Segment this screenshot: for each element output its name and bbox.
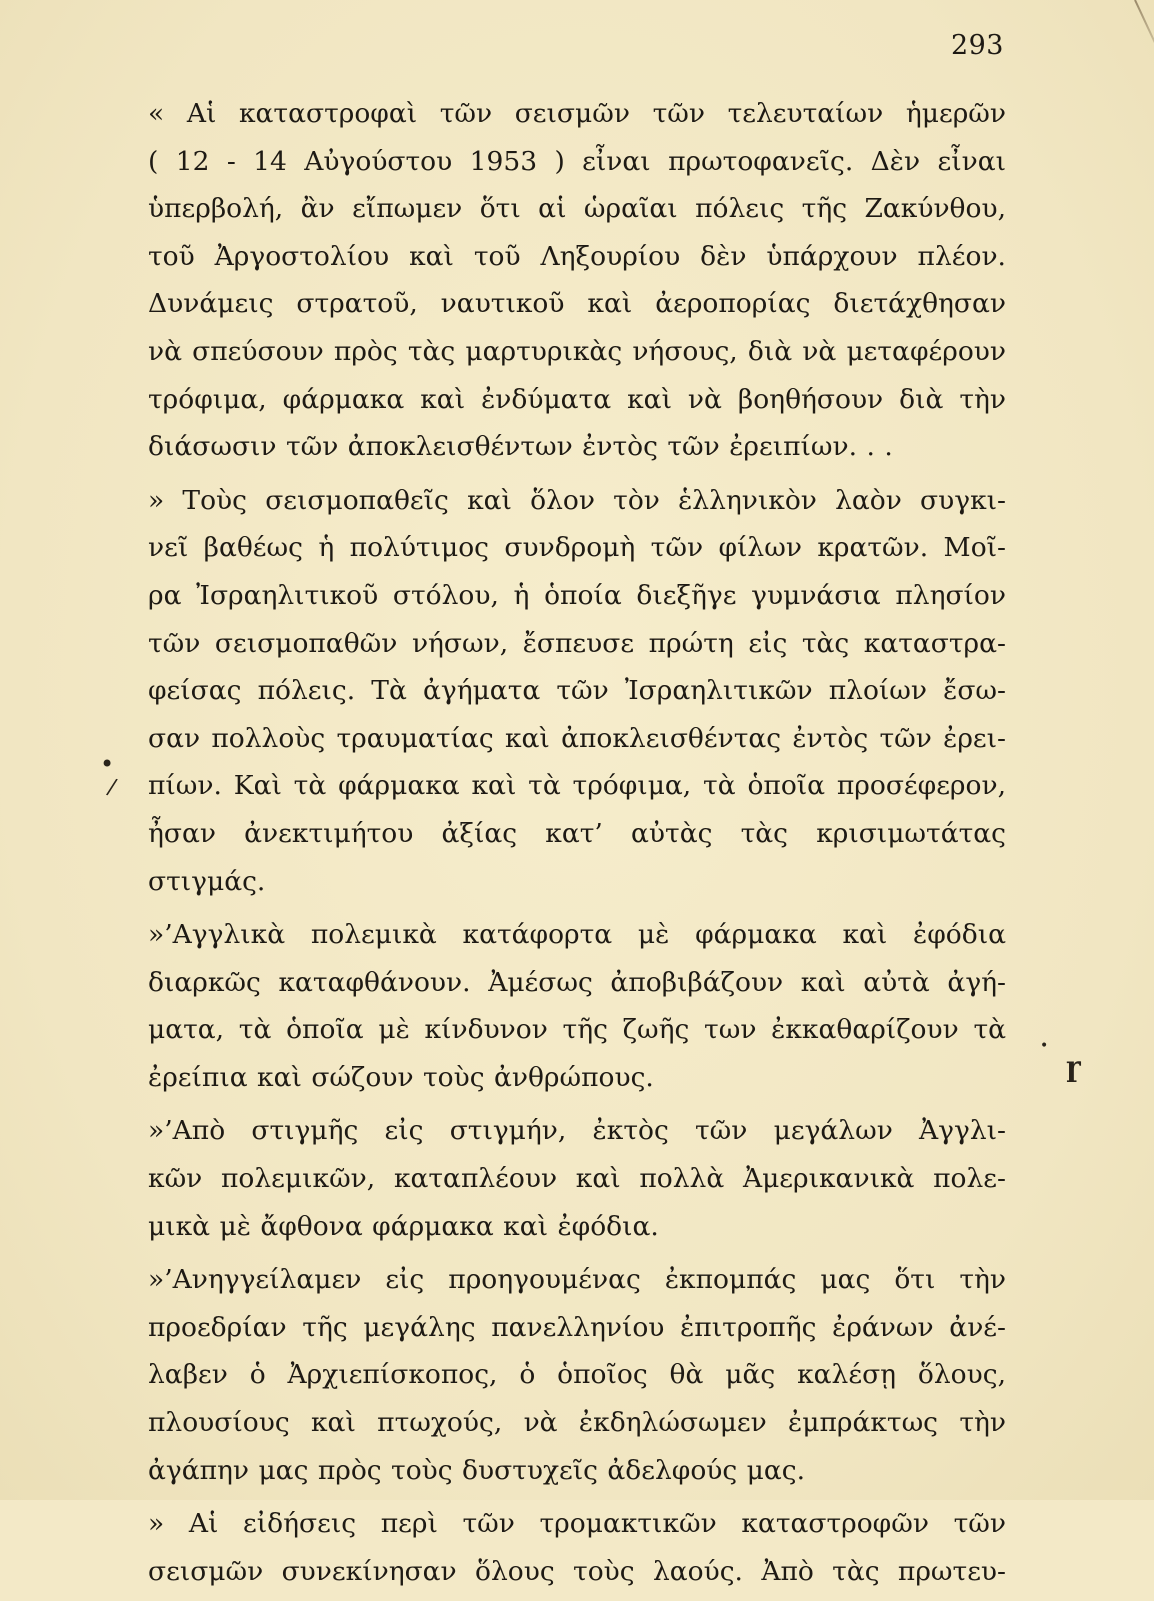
- text-line: ρα Ἰσραηλιτικοῦ στόλου, ἡ ὁποία διεξῆγε γυμνάσια πλησίον: [148, 579, 1006, 611]
- paragraph-4: [148, 1107, 1006, 1250]
- text-line: πίων. Καὶ τὰ φάρμακα καὶ τὰ τρόφιμα, τὰ ὁποῖα προσέφερον,: [148, 770, 1006, 802]
- text-line: Δυνάμεις στρατοῦ, ναυτικοῦ καὶ ἀεροπορίας διετάχθησαν: [148, 288, 1006, 320]
- text-line: προεδρίαν τῆς μεγάλης πανελληνίου ἐπιτροπῆς ἐράνων ἀνέ-: [148, 1311, 1006, 1343]
- paragraph-5: [148, 1256, 1006, 1494]
- text-line: νὰ σπεύσουν πρὸς τὰς μαρτυρικὰς νήσους, διὰ νὰ μεταφέρουν: [148, 335, 1006, 367]
- text-line: διαρκῶς καταφθάνουν. Ἀμέσως ἀποβιβάζουν καὶ αὐτὰ ἀγή-: [148, 966, 1006, 998]
- text-line: ἀγάπην μας πρὸς τοὺς δυστυχεῖς ἀδελφούς μας.: [148, 1454, 806, 1486]
- text-line: τρόφιμα, φάρμακα καὶ ἐνδύματα καὶ νὰ βοηθήσουν διὰ τὴν: [148, 383, 1006, 415]
- body-text: [148, 90, 1006, 1601]
- text-line: »’Αγγλικὰ πολεμικὰ κατάφορτα μὲ φάρμακα καὶ ἐφόδια: [148, 919, 1006, 951]
- text-line: ματα, τὰ ὁποῖα μὲ κίνδυνον τῆς ζωῆς των ἐκκαθαρίζουν τὰ: [148, 1014, 1006, 1046]
- margin-dot-mark: •: [100, 750, 115, 778]
- text-line: τοῦ Ἀργοστολίου καὶ τοῦ Ληξουρίου δὲν ὑπάρχουν πλέον.: [148, 240, 1006, 272]
- margin-small-dot-mark: •: [1040, 1038, 1049, 1054]
- text-line: ( 12 - 14 Αὐγούστου 1953 ) εἶναι πρωτοφανεῖς. Δὲν εἶναι: [148, 145, 1006, 177]
- text-line: ὑπερβολή, ἂν εἴπωμεν ὅτι αἱ ὡραῖαι πόλεις τῆς Ζακύνθου,: [148, 193, 1006, 225]
- paragraph-6: [148, 1500, 1006, 1595]
- text-line: σεισμῶν συνεκίνησαν ὅλους τοὺς λαούς. Ἀπὸ τὰς πρωτευ-: [148, 1555, 1006, 1587]
- paragraph-3: [148, 911, 1006, 1101]
- page-edge-shadow: [1134, 0, 1154, 73]
- paragraph-1: [148, 90, 1006, 471]
- text-line: » Τοὺς σεισμοπαθεῖς καὶ ὅλον τὸν ἑλληνικὸν λαὸν συγκι-: [148, 484, 1006, 516]
- margin-slash-mark: /: [104, 774, 119, 801]
- text-line: σαν πολλοὺς τραυματίας καὶ ἀποκλεισθέντας ἐντὸς τῶν ἐρει-: [148, 722, 1006, 754]
- text-line: ἐρείπια καὶ σώζουν τοὺς ἀνθρώπους.: [148, 1061, 654, 1093]
- text-line: στιγμάς.: [148, 865, 266, 897]
- text-line: νεῖ βαθέως ἡ πολύτιμος συνδρομὴ τῶν φίλων κρατῶν. Μοῖ-: [148, 532, 1006, 564]
- text-line: »’Απὸ στιγμῆς εἰς στιγμήν, ἐκτὸς τῶν μεγάλων Ἀγγλι-: [148, 1115, 1006, 1147]
- text-line: ἦσαν ἀνεκτιμήτου ἀξίας κατ’ αὐτὰς τὰς κρισιμωτάτας: [148, 817, 1006, 849]
- text-line: διάσωσιν τῶν ἀποκλεισθέντων ἐντὸς τῶν ἐρειπίων. . .: [148, 431, 893, 463]
- paragraph-2: [148, 477, 1006, 905]
- text-line: φείσας πόλεις. Τὰ ἀγήματα τῶν Ἰσραηλιτικῶν πλοίων ἔσω-: [148, 675, 1006, 707]
- text-line: τῶν σεισμοπαθῶν νήσων, ἔσπευσε πρώτη εἰς τὰς καταστρα-: [148, 627, 1006, 659]
- text-line: μικὰ μὲ ἄφθονα φάρμακα καὶ ἐφόδια.: [148, 1210, 659, 1242]
- text-line: »’Ανηγγείλαμεν εἰς προηγουμένας ἐκπομπάς μας ὅτι τὴν: [148, 1264, 1006, 1296]
- page-number: 293: [950, 30, 1004, 61]
- text-line: λαβεν ὁ Ἀρχιεπίσκοπος, ὁ ὁποῖος θὰ μᾶς καλέσῃ ὅλους,: [148, 1359, 1006, 1391]
- text-line: » Αἱ εἰδήσεις περὶ τῶν τρομακτικῶν καταστροφῶν τῶν: [148, 1508, 1006, 1540]
- text-line: κῶν πολεμικῶν, καταπλέουν καὶ πολλὰ Ἀμερικανικὰ πολε-: [148, 1163, 1006, 1195]
- text-line: πλουσίους καὶ πτωχούς, νὰ ἐκδηλώσωμεν ἐμπράκτως τὴν: [148, 1407, 1006, 1439]
- margin-tick-mark: ɼ: [1066, 1050, 1081, 1083]
- text-line: « Αἱ καταστροφαὶ τῶν σεισμῶν τῶν τελευταίων ἡμερῶν: [148, 98, 1006, 129]
